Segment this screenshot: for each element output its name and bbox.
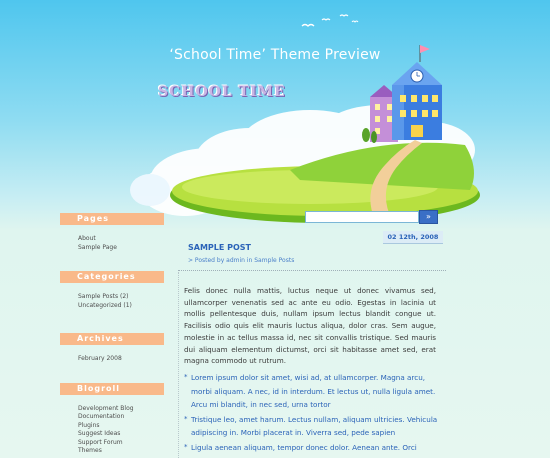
sidebar-link-sample-posts[interactable]: Sample Posts (2) [78, 293, 129, 300]
list-item: * Tristique leo, amet harum. Lectus nullam, aliquam ultricies. Vehicula adipiscing in. Morbi placerat in. Viverra sed, pede sapien [184, 413, 440, 440]
sidebar-link-uncategorized[interactable]: Uncategorized (1) [78, 301, 132, 309]
sidebar-link-plugins[interactable]: Plugins [78, 421, 100, 429]
sidebar-heading-categories: Categories [60, 271, 164, 283]
birds-illustration [300, 8, 380, 38]
sidebar-heading-pages: Pages [60, 213, 164, 225]
sidebar-list-categories [60, 293, 164, 310]
sidebar-link-themes[interactable]: Themes [78, 447, 102, 454]
page-title[interactable]: ‘School Time’ Theme Preview [169, 47, 381, 63]
site-logo[interactable]: SCHOOL TIME [158, 84, 286, 100]
post-body: Felis donec nulla mattis, luctus neque ut donec vivamus sed, ullamcorper venenatis sed ac ante eu odio. Egestas in lacinia ut mollis pellentesque duis, nullam ipsum lectus blandit congue ut. Facilisis odio quis elit mauris luctus aliqua, dolor cras. Sem augue, molestie in ac tellus massa id, nec sit convallis tristique. Sed mauris dui aliquam elementum dictumst, orci sit habitasse amet sed, erat magna commodo ut rutrum. [184, 286, 436, 366]
sidebar-heading-blogroll: Blogroll [60, 383, 164, 395]
sidebar-list-archives [60, 355, 164, 364]
post-divider [178, 270, 446, 271]
sidebar-link-about[interactable]: About [78, 235, 96, 242]
search-input[interactable] [305, 211, 419, 223]
post-date-badge: 02 12th, 2008 [383, 231, 443, 244]
post-meta[interactable]: > Posted by admin in Sample Posts [188, 257, 295, 264]
post-list [184, 371, 440, 455]
post-title[interactable]: SAMPLE POST [188, 243, 252, 252]
list-item: * Lorem ipsum dolor sit amet, wisi ad, at ullamcorper. Magna arcu, morbi aliquam. A nec, id in interdum. Et lectus ut, nulla ligula amet. Arcu mi blandit, in nec sed, urna tortor [184, 371, 440, 412]
sidebar-list-pages [60, 235, 164, 252]
search-button[interactable]: » [419, 210, 438, 224]
list-item: * Ligula aenean aliquam, tempor donec dolor. Aenean ante. Orci [184, 441, 440, 455]
sidebar-heading-archives: Archives [60, 333, 164, 345]
sidebar-link-development-blog[interactable]: Development Blog [78, 404, 134, 412]
sidebar-link-february-2008[interactable]: February 2008 [78, 355, 122, 362]
content-column-rule [178, 272, 179, 458]
sidebar [60, 213, 164, 456]
sidebar-list-blogroll [60, 405, 164, 456]
sidebar-link-support-forum[interactable]: Support Forum [78, 438, 123, 446]
sidebar-link-documentation[interactable]: Documentation [78, 413, 125, 420]
sidebar-link-suggest-ideas[interactable]: Suggest Ideas [78, 430, 121, 437]
sidebar-link-sample-page[interactable]: Sample Page [78, 243, 117, 251]
